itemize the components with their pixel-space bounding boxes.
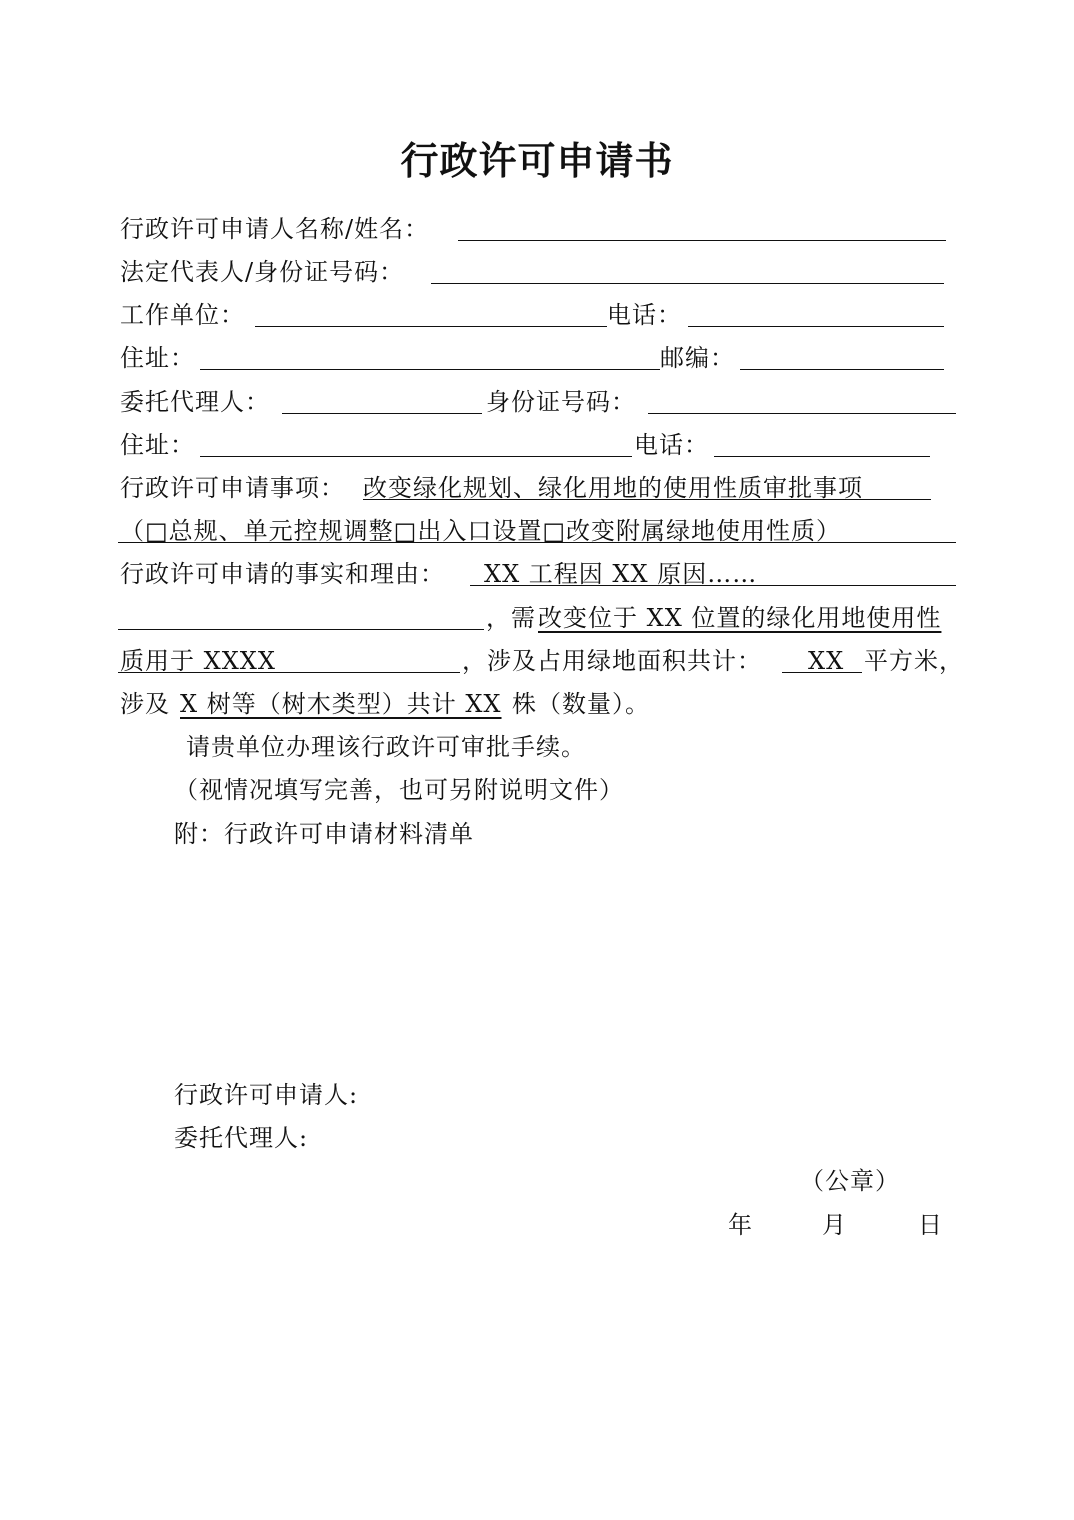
date-day: 日: [918, 1211, 943, 1239]
matter-options: （□总规、单元控规调整□出入口设置□改变附属绿地使用性质）: [120, 517, 842, 545]
reason-usage-underline: [118, 672, 460, 673]
agent-label: 委托代理人：: [120, 388, 270, 416]
postcode-label: 邮编：: [660, 344, 735, 372]
reason-location-value: 改变位于 XX 位置的绿化用地使用性: [538, 604, 942, 632]
reason-usage-value: 质用于 XXXX: [120, 647, 276, 675]
area-unit: 平方米，: [864, 647, 964, 675]
applicant-name-field[interactable]: [458, 240, 946, 241]
agent-address-field[interactable]: [200, 456, 632, 457]
reason-value: XX 工程因 XX 原因……: [484, 560, 758, 588]
trees-value: X 树等（树木类型）共计 XX: [180, 690, 502, 718]
seal-text: （公章）: [800, 1167, 900, 1195]
date-month: 月: [822, 1211, 847, 1239]
address-field[interactable]: [200, 369, 660, 370]
agent-field[interactable]: [282, 413, 482, 414]
postcode-field[interactable]: [740, 369, 944, 370]
area-underline: [782, 672, 862, 673]
agent-id-label: 身份证号码：: [486, 388, 636, 416]
applicant-name-label: 行政许可申请人名称/姓名：: [120, 215, 430, 243]
area-value: XX: [808, 647, 845, 675]
work-unit-label: 工作单位：: [120, 301, 245, 329]
reason-underline: [470, 585, 956, 586]
phone-field[interactable]: [688, 326, 944, 327]
attachment-text: 附：行政许可申请材料清单: [174, 820, 474, 848]
work-unit-field[interactable]: [255, 326, 607, 327]
reason-label: 行政许可申请的事实和理由：: [120, 560, 445, 588]
matter-options-underline: [118, 542, 956, 543]
note-text: （视情况填写完善，也可另附说明文件）: [174, 776, 624, 804]
matter-value: 改变绿化规划、绿化用地的使用性质审批事项: [363, 474, 863, 502]
page-title: 行政许可申请书: [400, 138, 674, 183]
date-year: 年: [728, 1211, 753, 1239]
area-label: ，涉及占用绿地面积共计：: [462, 647, 762, 675]
legal-rep-label: 法定代表人/身份证号码：: [120, 258, 405, 286]
agent-signature-label: 委托代理人:: [174, 1124, 309, 1152]
applicant-signature-label: 行政许可申请人:: [174, 1081, 359, 1109]
reason-blank-line: [118, 629, 484, 630]
matter-underline: [363, 499, 931, 500]
agent-address-label: 住址：: [120, 431, 195, 459]
agent-phone-field[interactable]: [714, 456, 930, 457]
request-text: 请贵单位办理该行政许可审批手续。: [186, 733, 586, 761]
reason-need-text: ，需: [486, 604, 536, 632]
agent-phone-label: 电话：: [634, 431, 709, 459]
address-label: 住址：: [120, 344, 195, 372]
legal-rep-field[interactable]: [431, 283, 944, 284]
matter-label: 行政许可申请事项：: [120, 474, 345, 502]
trees-suffix: 株（数量）。: [512, 690, 650, 718]
agent-id-field[interactable]: [648, 413, 956, 414]
trees-prefix: 涉及: [120, 690, 170, 718]
phone-label: 电话：: [607, 301, 682, 329]
